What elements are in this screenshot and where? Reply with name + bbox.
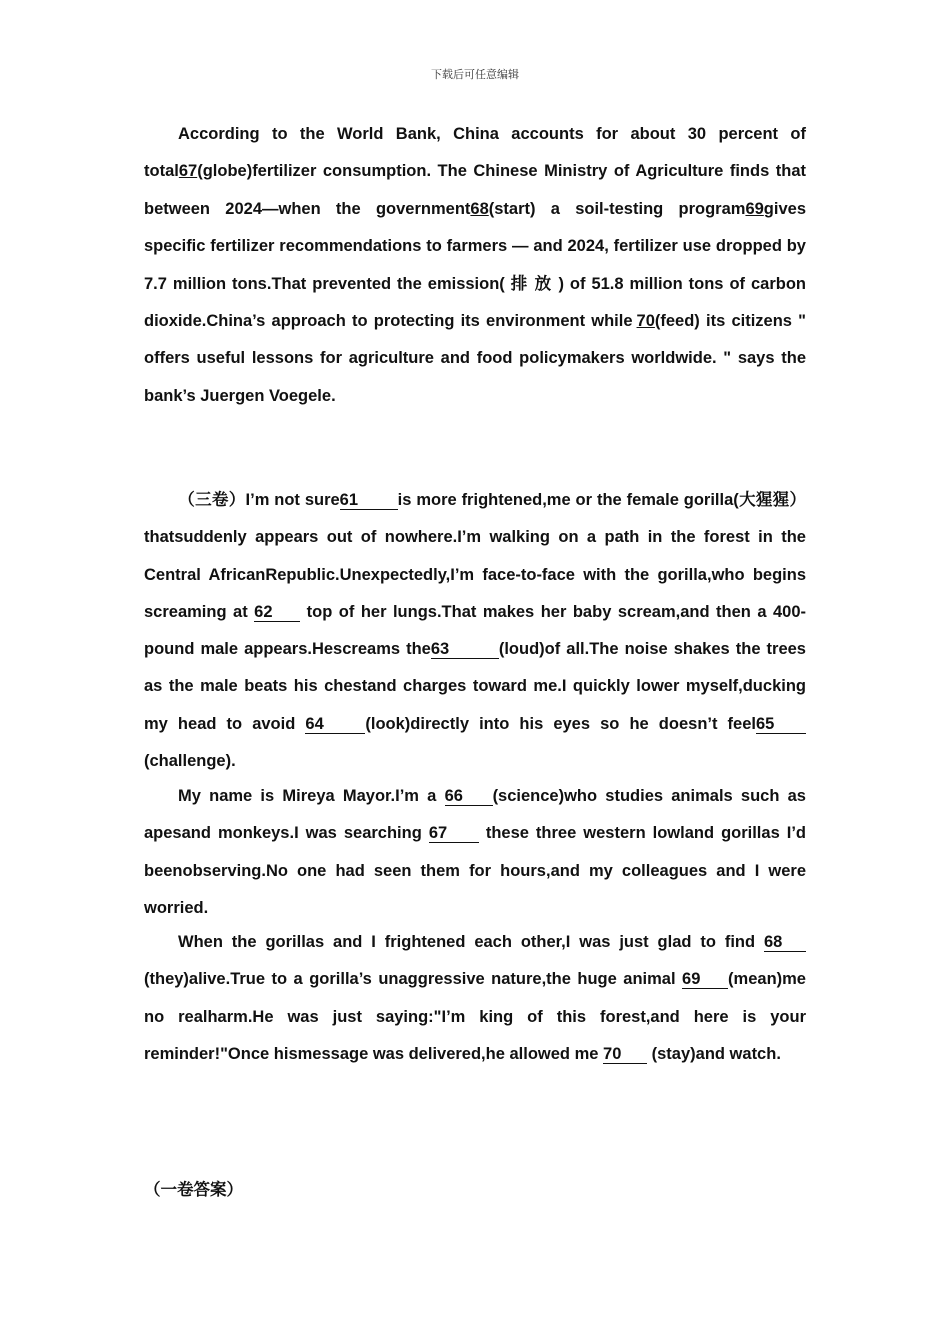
blank-70[interactable]: 70 (636, 312, 655, 331)
passage-gorilla-para3: When the gorillas and I frightened each other,I was just glad to find 68(they)alive.True to a gorilla’s unaggressive nature,the huge animal 69 (mean)me no realharm.He was just saying:"I’m king of this forest,and here is your reminder!"Once hismessage was delivered,he allowed me 70 (stay)and watch. (144, 933, 806, 1063)
passage-fertilizer: According to the World Bank, China accounts for about 30 percent of total67(globe)fertilizer consumption. The Chinese Ministry of Agriculture finds that between 2024—when the government68(start) a soil-testing program69gives specific fertilizer recommendations to farmers — and 2024, fertilizer use dropped by 7.7 million tons.That prevented the emission( 排 放 ) of 51.8 million tons of carbon dioxide.China’s approach to protecting its environment while 70(feed) its citizens " offers useful lessons for agriculture and food policymakers worldwide. " says the bank’s Juergen Voegele. (144, 125, 806, 405)
blank-68[interactable]: 68 (470, 199, 489, 218)
blank-62[interactable]: 62 (254, 603, 300, 622)
passage-gorilla-para2: My name is Mireya Mayor.I’m a 66 (science)who studies animals such as apesand monkeys.I was searching 67 these three western lowland gorillas I’d beenobserving.No one had seen them for hours,and my colleagues and I were worried. (144, 787, 806, 917)
blank-64[interactable]: 64 (305, 715, 365, 734)
blank-63[interactable]: 63 (431, 640, 499, 659)
page-header: 下载后可任意编辑 (431, 69, 519, 81)
passage-gorilla-para1: （三卷）I’m not sure61 is more frightened,me or the female gorilla(大猩猩）thatsuddenly appears out of nowhere.I’m walking on a path in the forest in the Central AfricanRepublic.Unexpectedly,I’m face-to-face with the gorilla,who begins screaming at 62 top of her lungs.That makes her baby scream,and then a 400-pound male appears.Hescreams the63 (loud)of all.The noise shakes the trees as the male beats his chestand charges toward me.I quickly lower myself,ducking my head to avoid 64 (look)directly into his eyes so he doesn’t feel65(challenge). (144, 491, 807, 771)
blank-65[interactable]: 65 (756, 715, 806, 734)
blank-61[interactable]: 61 (340, 491, 398, 510)
blank-69b[interactable]: 69 (682, 970, 728, 989)
blank-70b[interactable]: 70 (603, 1045, 647, 1064)
blank-67[interactable]: 67 (178, 162, 198, 181)
answer-heading: （一卷答案） (144, 1181, 243, 1199)
blank-68b[interactable]: 68 (764, 933, 806, 952)
blank-67b[interactable]: 67 (429, 824, 479, 843)
blank-66[interactable]: 66 (445, 787, 493, 806)
blank-69[interactable]: 69 (745, 199, 764, 218)
